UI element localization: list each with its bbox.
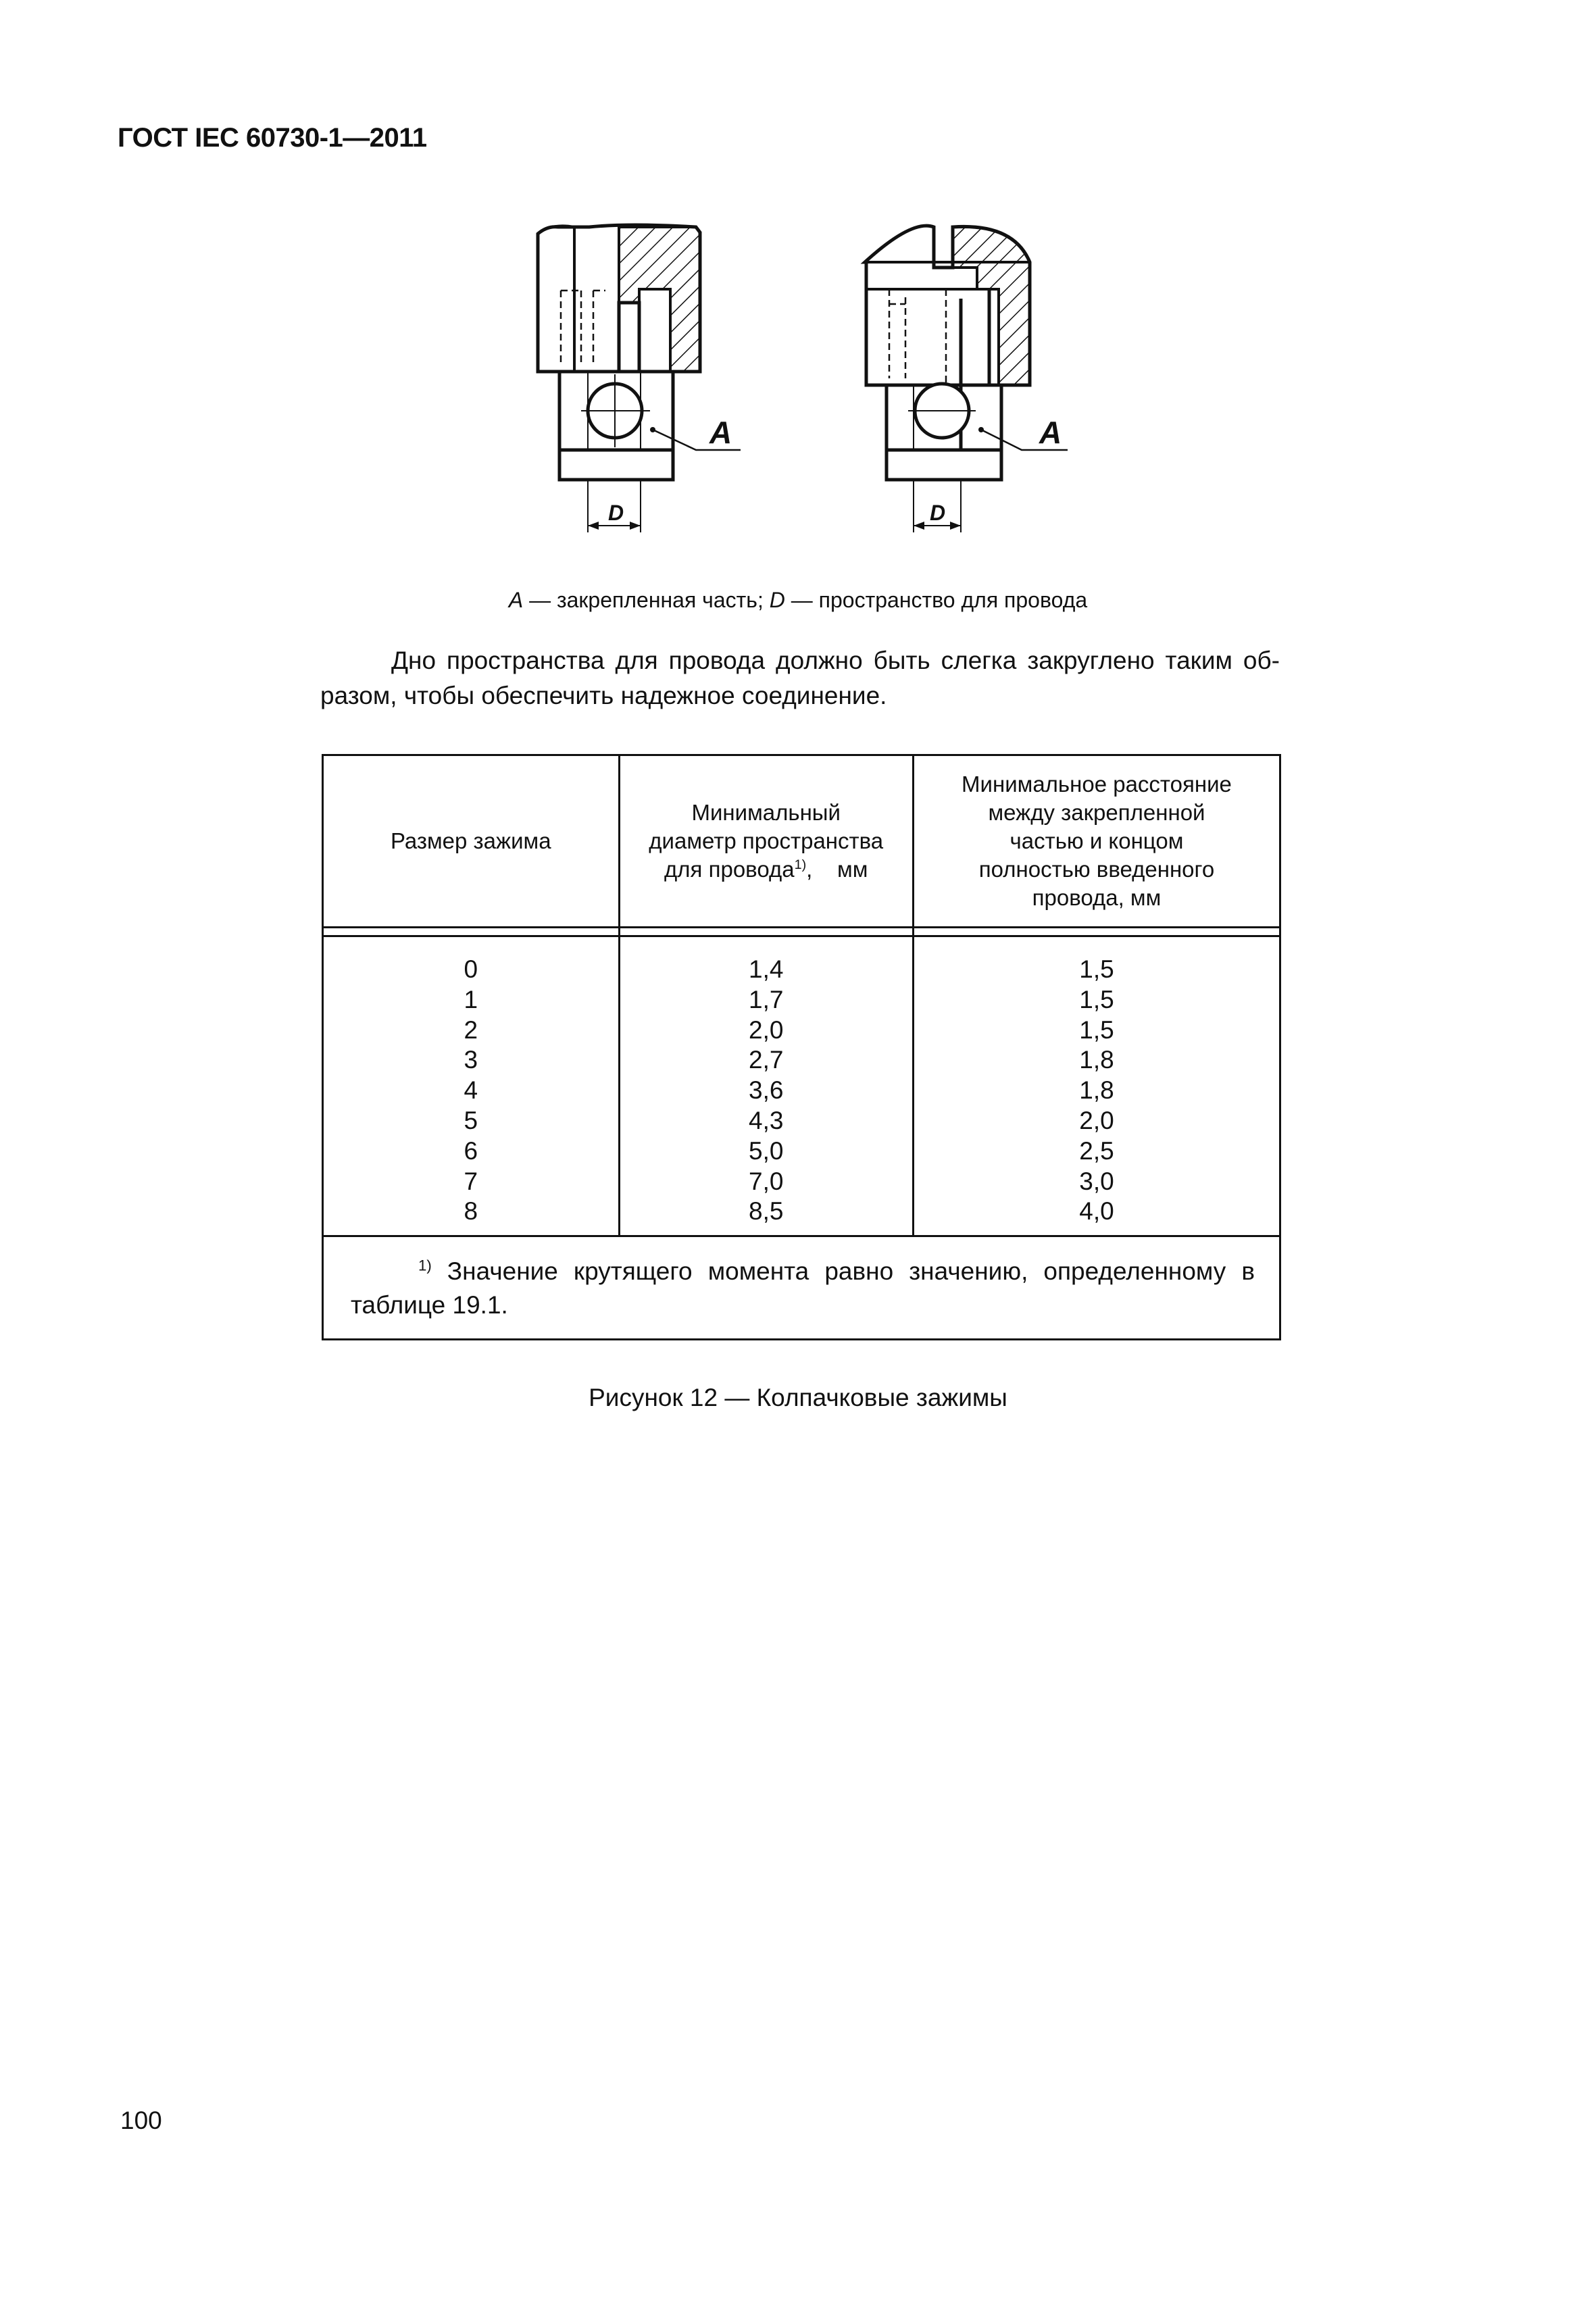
- table-cell: 7: [464, 1167, 478, 1195]
- table-cell: 1,7: [749, 985, 784, 1013]
- table-cell: 6: [464, 1136, 478, 1165]
- page-number: 100: [120, 2107, 162, 2134]
- legend-a-symbol: A: [508, 588, 524, 612]
- table-cell: 1,5: [1079, 985, 1114, 1013]
- table-cell: 7,0: [749, 1167, 784, 1195]
- terminal-size-table: [322, 754, 1281, 1340]
- terminal-right-drawing: [865, 226, 1068, 532]
- legend-d-text: — пространство для провода: [784, 588, 1088, 612]
- table-cell: 0: [464, 955, 478, 983]
- table-footnote-row: [323, 1236, 1280, 1340]
- legend-d-symbol: D: [769, 588, 785, 612]
- table-cell: 3,0: [1079, 1167, 1114, 1195]
- table-cell: 4,0: [1079, 1197, 1114, 1226]
- table-cell: 1,4: [749, 955, 784, 983]
- header-min-diameter-text: Минимальный диаметр пространства для провода: [649, 800, 884, 882]
- label-a-left: A: [709, 415, 732, 450]
- table-cell: 4,3: [749, 1106, 784, 1134]
- footnote-mark: 1): [418, 1257, 432, 1274]
- table-footnote: [323, 1236, 1280, 1340]
- table-cell: 2,7: [749, 1046, 784, 1074]
- table-header-row: [323, 755, 1280, 928]
- label-a-right: A: [1039, 415, 1062, 450]
- table-cell: 1,8: [1079, 1046, 1114, 1074]
- header-min-distance-text: Минимальное расстояние между закрепленной частью и концом полностью введенного провода, мм: [962, 772, 1232, 910]
- footnote-line-1: [351, 1255, 1255, 1288]
- document-header: ГОСТ IEC 60730-1—2011: [118, 123, 427, 153]
- footnote-text-1: Значение крутящего момента равно значению, определенному в: [431, 1257, 1255, 1286]
- table-cell: 1,5: [1079, 955, 1114, 983]
- column-terminal-size: [323, 936, 620, 1236]
- table-cell: 5: [464, 1106, 478, 1134]
- table-cell: 5,0: [749, 1136, 784, 1165]
- label-d-right: D: [930, 501, 946, 525]
- cap-terminals-figure: [473, 203, 1149, 554]
- header-min-distance: [913, 755, 1280, 928]
- table-cell: 3,6: [749, 1076, 784, 1105]
- figure-caption: Рисунок 12 — Колпачковые зажимы: [589, 1384, 1007, 1411]
- header-double-rule: [323, 928, 1280, 936]
- legend-a-text: — закрепленная часть;: [523, 588, 770, 612]
- table-cell: 1,8: [1079, 1076, 1114, 1105]
- header-footnote-mark: 1): [794, 857, 807, 872]
- column-min-diameter: [619, 936, 913, 1236]
- table-cell: 8,5: [749, 1197, 784, 1226]
- header-min-diameter-unit: , мм: [806, 857, 868, 882]
- terminal-left-drawing: [538, 225, 741, 532]
- paragraph-line-2: разом, чтобы обеспечить надежное соединение.: [320, 682, 887, 709]
- table-cell: 1: [464, 985, 478, 1013]
- column-min-distance: [913, 936, 1280, 1236]
- label-d-left: D: [608, 501, 624, 525]
- table-cell: 2,5: [1079, 1136, 1114, 1165]
- table-cell: 2,0: [1079, 1106, 1114, 1134]
- header-terminal-size: [323, 755, 620, 928]
- table-cell: 3: [464, 1046, 478, 1074]
- table-cell: 2: [464, 1015, 478, 1044]
- paragraph-line-1: Дно пространства для провода должно быть слегка закруглено таким об-: [391, 647, 1280, 674]
- footnote-line-2: таблице 19.1.: [351, 1291, 508, 1319]
- header-min-diameter: [619, 755, 913, 928]
- header-terminal-size-text: Размер зажима: [390, 828, 551, 853]
- table-cell: 1,5: [1079, 1015, 1114, 1044]
- table-cell: 8: [464, 1197, 478, 1226]
- body-paragraph: [320, 643, 1280, 713]
- figure-legend: [0, 588, 1596, 613]
- table-cell: 4: [464, 1076, 478, 1105]
- table-cell: 2,0: [749, 1015, 784, 1044]
- table-values-row: [323, 936, 1280, 1236]
